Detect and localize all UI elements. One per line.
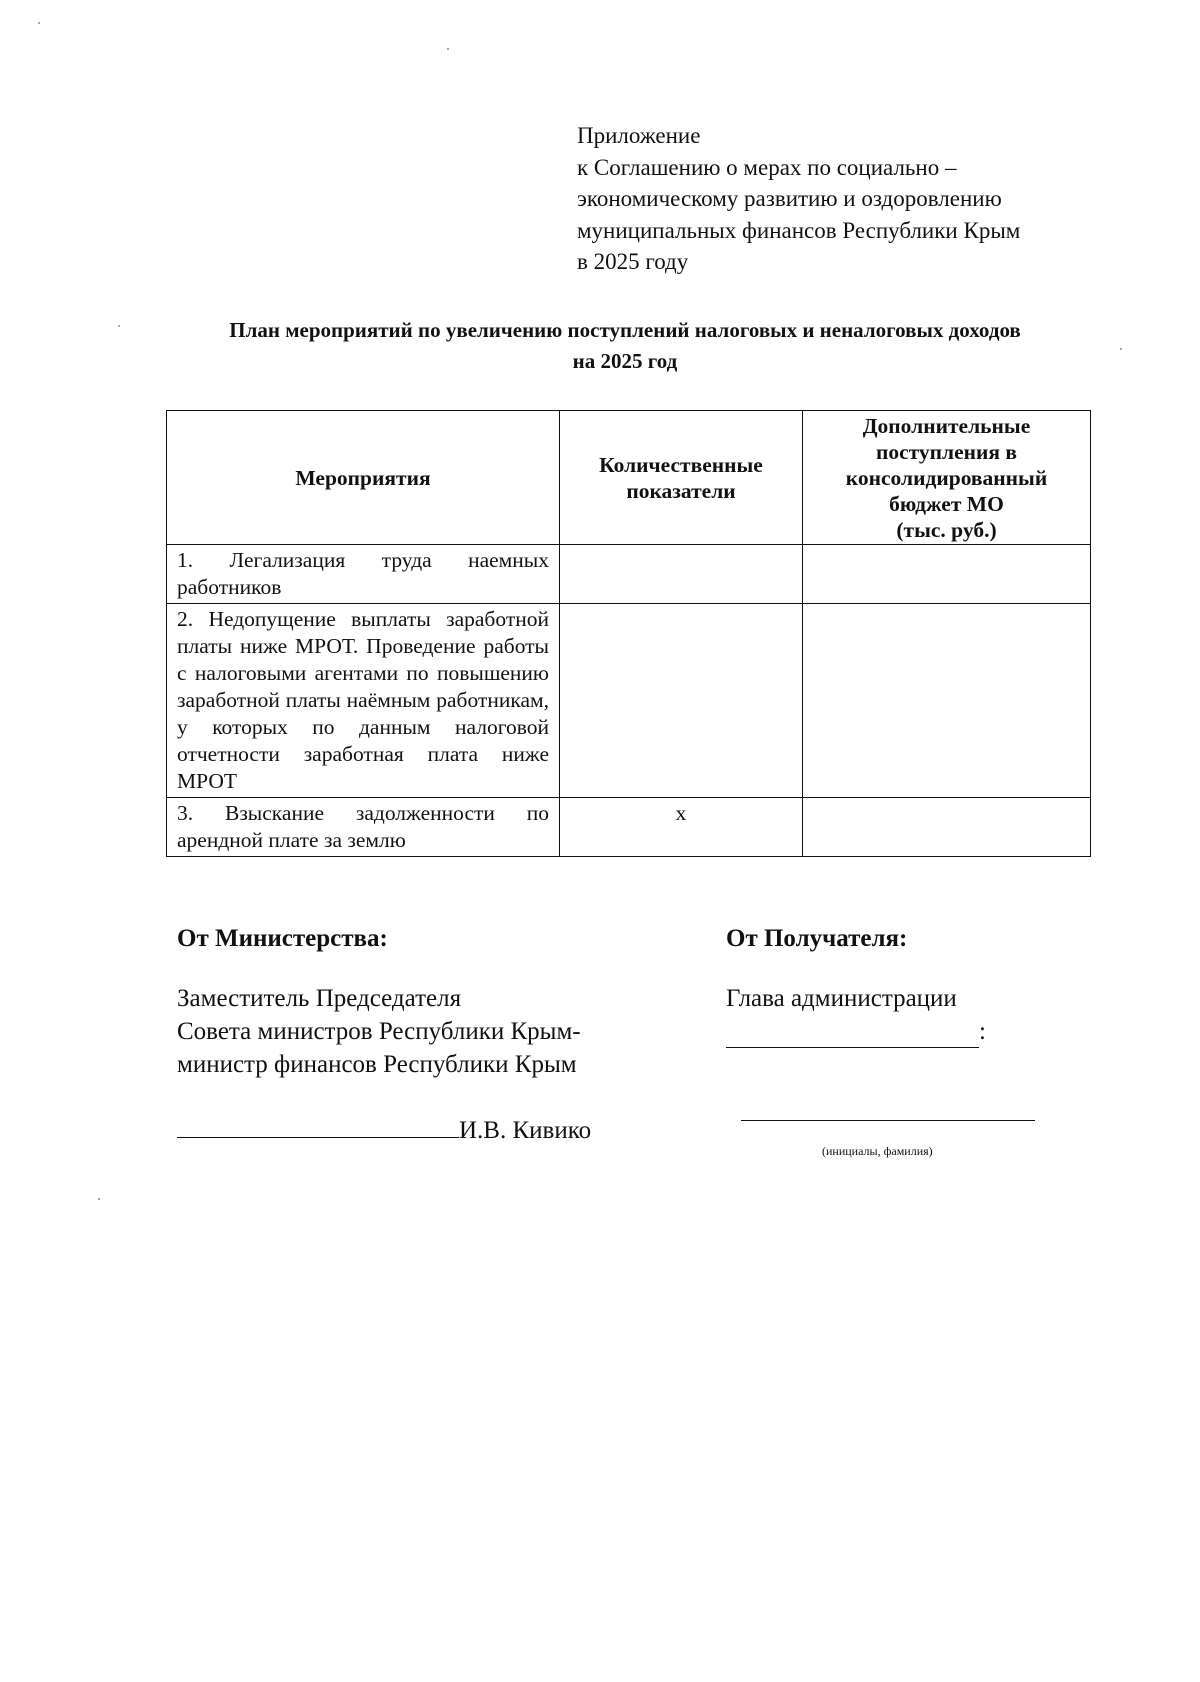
indicators-cell — [560, 604, 803, 798]
header-revenue — [803, 411, 1091, 545]
ministry-position-line: Совета министров Республики Крым- — [177, 1018, 581, 1045]
header-revenue-line: консолидированный — [845, 465, 1048, 490]
appendix-line: в 2025 году — [577, 249, 689, 274]
ministry-signature — [177, 1114, 591, 1147]
header-indicators — [560, 411, 803, 545]
appendix-line: экономическому развитию и оздоровлению — [577, 186, 1002, 211]
header-activities-label: Мероприятия — [295, 465, 431, 490]
ministry-heading: От Министерства: — [177, 925, 388, 952]
table-header-row — [167, 411, 1091, 545]
scan-speck — [1120, 348, 1122, 350]
revenue-cell — [803, 798, 1091, 857]
indicators-cell: х — [560, 798, 803, 857]
appendix-line: Приложение — [577, 123, 701, 148]
ministry-position-line: Заместитель Председателя — [177, 985, 462, 1012]
ministry-position-line: министр финансов Республики Крым — [177, 1051, 577, 1078]
ministry-signature-line — [177, 1137, 459, 1138]
recipient-position-line: Глава администрации — [726, 985, 957, 1012]
recipient-position — [726, 982, 986, 1048]
header-revenue-line: Дополнительные — [862, 413, 1031, 438]
scan-speck — [118, 325, 120, 327]
ministry-signatory: И.В. Кивико — [459, 1117, 592, 1144]
recipient-signature-caption: (инициалы, фамилия) — [822, 1144, 933, 1158]
revenue-cell — [803, 545, 1091, 604]
scan-speck — [38, 22, 40, 24]
header-indicators-line: показатели — [626, 478, 736, 503]
table-row — [167, 545, 1091, 604]
activity-cell: 3. Взыскание задолженности по арендной плате за землю — [167, 798, 560, 857]
scan-speck — [447, 48, 449, 50]
appendix-note — [577, 120, 1020, 278]
document-title-line2: на 2025 год — [572, 349, 678, 373]
revenue-cell — [803, 604, 1091, 798]
ministry-position — [177, 982, 581, 1081]
recipient-name-field — [726, 1015, 986, 1048]
activity-cell: 2. Недопущение выплаты заработной платы ниже МРОТ. Проведение работы с налоговыми агентами по повышению заработной платы наёмным работникам, у которых по данным налоговой отчетности заработная плата ниже МРОТ — [167, 604, 560, 798]
table-row — [167, 604, 1091, 798]
document-title-line1: План мероприятий по увеличению поступлений налоговых и неналоговых доходов — [229, 318, 1021, 342]
recipient-signature-line — [741, 1120, 1035, 1121]
header-revenue-line: бюджет МО — [889, 491, 1004, 516]
appendix-line: к Соглашению о мерах по социально – — [577, 154, 957, 180]
recipient-heading: От Получателя: — [726, 925, 908, 952]
header-revenue-line: (тыс. руб.) — [896, 517, 997, 542]
header-indicators-line: Количественные — [599, 452, 763, 477]
indicators-cell — [560, 545, 803, 604]
header-activities — [167, 411, 560, 545]
appendix-line: муниципальных финансов Республики Крым — [577, 217, 1021, 243]
header-revenue-line: поступления в — [875, 439, 1018, 464]
recipient-name-line — [726, 1020, 979, 1048]
measures-table — [166, 410, 1091, 857]
document-title — [150, 315, 1100, 377]
activity-cell: 1. Легализация труда наемных работников — [167, 545, 560, 604]
table-row — [167, 798, 1091, 857]
recipient-colon: : — [979, 1018, 986, 1045]
scan-speck — [98, 1198, 100, 1200]
